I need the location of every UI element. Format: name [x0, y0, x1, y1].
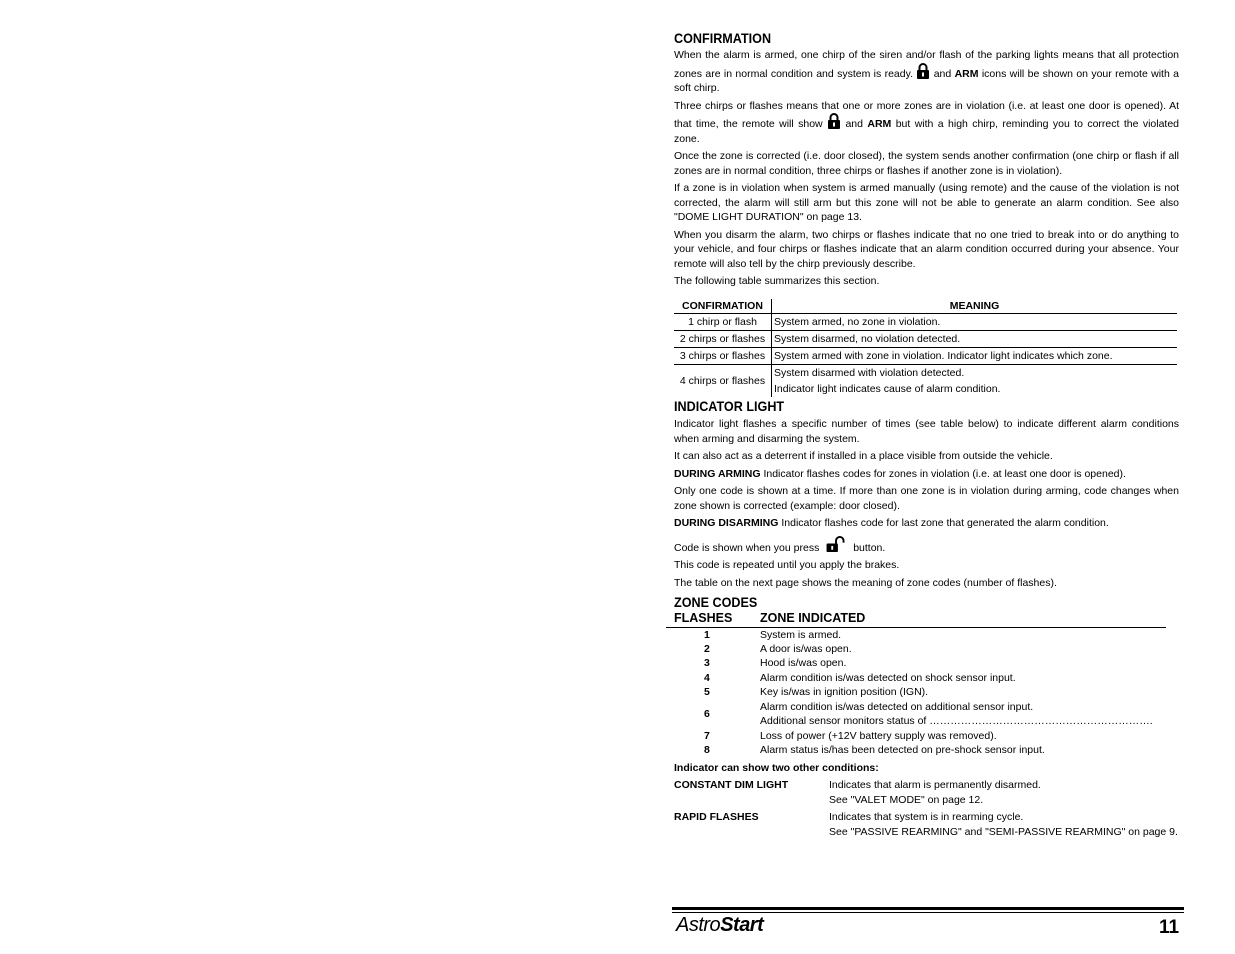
footer-rule-thick — [672, 907, 1184, 910]
p2-arm: ARM — [867, 118, 892, 130]
zone-codes-header — [666, 611, 1166, 628]
zone-number: 5 — [704, 686, 710, 698]
confirmation-paragraph-4: If a zone is in violation when system is armed manually (using remote) and the cause of the violation is not corrected, the alarm will still arm but this zone will not be able to generate an alarm condition. See also "DOME LIGHT DURATION" on page 13. — [674, 182, 1179, 223]
p1-arm: ARM — [954, 67, 979, 80]
zone-description: Loss of power (+12V battery supply was removed). — [760, 730, 997, 742]
zone-header-indicated: ZONE INDICATED — [760, 611, 866, 625]
indicator-paragraph-1: Indicator light flashes a specific number of times (see table below) to indicate different alarm conditions when arming and disarming the system. — [674, 418, 1179, 445]
indicator-section — [674, 398, 1179, 590]
zone-header-flashes: FLASHES — [674, 611, 733, 625]
p1-text-a: When the alarm is armed, one chirp of the siren and/or flash of the parking lights means that all protection zones are in normal condition and system is ready. — [674, 49, 1179, 80]
p2-text-a: Three chirps or flashes means that one or more zones are in violation (i.e. at least one door is opened). At that time, the remote will show — [674, 99, 1179, 130]
condition-label: RAPID FLASHES — [674, 811, 759, 823]
table-cell-meaning: System armed with zone in violation. Indicator light indicates which zone. — [772, 347, 1178, 364]
zone-description: A door is/was open. — [760, 643, 852, 655]
condition-line-2: See "VALET MODE" on page 12. — [829, 794, 984, 806]
confirmation-paragraph-2 — [674, 99, 1179, 147]
table-row — [674, 364, 1177, 397]
condition-line-1: Indicates that alarm is permanently disarmed. — [829, 779, 1041, 791]
indicator-paragraph-5 — [674, 516, 1179, 531]
table-cell-meaning-line-1: System disarmed with violation detected. — [774, 366, 965, 379]
zone-description: Key is/was in ignition position (IGN). — [760, 686, 929, 698]
confirmation-paragraph-1 — [674, 48, 1179, 96]
lock-open-icon — [824, 536, 848, 553]
during-disarming-text: Indicator flashes code for last zone that generated the alarm condition. — [781, 517, 1109, 529]
brand-logo-start: Start — [720, 914, 764, 936]
brand-logo — [676, 914, 763, 937]
table-cell-meaning: System disarmed, no violation detected. — [772, 330, 1178, 347]
brand-logo-astro: Astro — [676, 914, 721, 936]
indicator-paragraph-2: It can also act as a deterrent if installed in a place visible from outside the vehicle. — [674, 450, 1053, 462]
table-row — [674, 313, 1177, 330]
zone-number: 7 — [704, 730, 710, 742]
zone-description: Alarm status is/has been detected on pre-shock sensor input. — [760, 744, 1045, 756]
table-header-meaning: MEANING — [772, 299, 1178, 314]
footer-rule-thin — [672, 912, 1184, 913]
other-conditions-title: Indicator can show two other conditions: — [674, 762, 879, 774]
table-cell-meaning: System armed, no zone in violation. — [772, 313, 1178, 330]
during-disarming-label: DURING DISARMING — [674, 517, 779, 529]
table-row — [674, 330, 1177, 347]
zone-description: Alarm condition is/was detected on shock sensor input. — [760, 672, 1016, 684]
during-arming-text: Indicator flashes codes for zones in violation (i.e. at least one door is opened). — [763, 467, 1126, 480]
confirmation-paragraph-5: When you disarm the alarm, two chirps or flashes indicate that no one tried to break into or do anything to your vehicle, and four chirps or flashes indicate that an alarm condition occurred during your absence. Your remote will also tell by the chirp previously describe. — [674, 228, 1179, 270]
indicator-paragraph-8: The table on the next page shows the meaning of zone codes (number of flashes). — [674, 576, 1057, 589]
indicator-heading: INDICATOR LIGHT — [674, 398, 785, 414]
table-cell-confirmation: 4 chirps or flashes — [674, 364, 772, 397]
zone-number: 8 — [704, 744, 710, 756]
p2-text-b: and — [845, 118, 863, 130]
zone-description: System is armed. — [760, 629, 842, 641]
p1-text-b: and — [933, 67, 952, 80]
indicator-paragraph-6 — [674, 536, 1179, 556]
table-cell-meaning-line-2: Indicator light indicates cause of alarm condition. — [774, 382, 1001, 395]
indicator-paragraph-7: This code is repeated until you apply the brakes. — [674, 559, 900, 571]
confirmation-section — [674, 30, 1179, 397]
confirmation-table — [674, 299, 1177, 397]
table-header-confirmation: CONFIRMATION — [674, 299, 772, 314]
condition-line-2: See "PASSIVE REARMING" and "SEMI-PASSIVE REARMING" on page 9. — [829, 826, 1178, 838]
confirmation-paragraph-3: Once the zone is corrected (i.e. door closed), the system sends another confirmation (one chirp or flash if all zones are in normal condition, three chirps or flashes if another zone is in violation). — [674, 150, 1179, 177]
table-cell-meaning — [772, 364, 1178, 397]
zone-codes-heading: ZONE CODES — [674, 594, 758, 610]
page-number: 11 — [1159, 917, 1180, 938]
table-row — [674, 347, 1177, 364]
condition-line-1: Indicates that system is in rearming cycle. — [829, 811, 1024, 823]
table-header-row — [674, 299, 1177, 314]
p1-text-c: icons will be shown on your remote with a soft chirp. — [674, 67, 1179, 94]
zone-number: 6 — [704, 708, 710, 720]
confirmation-paragraph-6: The following table summarizes this section. — [674, 275, 880, 287]
zone-number: 4 — [704, 672, 710, 684]
zone-number: 1 — [704, 629, 710, 641]
zone-number: 3 — [704, 657, 710, 669]
table-cell-confirmation: 2 chirps or flashes — [674, 330, 772, 347]
zone-description-line-2: Additional sensor monitors status of ………………………………………………………. — [760, 715, 1153, 727]
zone-number: 2 — [704, 643, 710, 655]
lock-closed-icon — [916, 63, 930, 79]
during-arming-label: DURING ARMING — [674, 467, 761, 480]
indicator-paragraph-4: Only one code is shown at a time. If more than one zone is in violation during arming, code changes when zone shown is corrected (example: door closed). — [674, 485, 1179, 512]
zone-description: Hood is/was open. — [760, 657, 847, 669]
table-cell-confirmation: 3 chirps or flashes — [674, 347, 772, 364]
p2-text-c: but with a high chirp, reminding you to correct the violated zone. — [674, 118, 1180, 145]
press-text: Code is shown when you press — [674, 541, 820, 554]
lock-closed-icon — [827, 113, 841, 129]
indicator-paragraph-3 — [674, 467, 1179, 482]
confirmation-heading: CONFIRMATION — [674, 30, 772, 46]
button-text: button. — [853, 541, 886, 554]
zone-description: Alarm condition is/was detected on additional sensor input. — [760, 701, 1034, 713]
table-cell-confirmation: 1 chirp or flash — [674, 313, 772, 330]
condition-label: CONSTANT DIM LIGHT — [674, 779, 789, 791]
